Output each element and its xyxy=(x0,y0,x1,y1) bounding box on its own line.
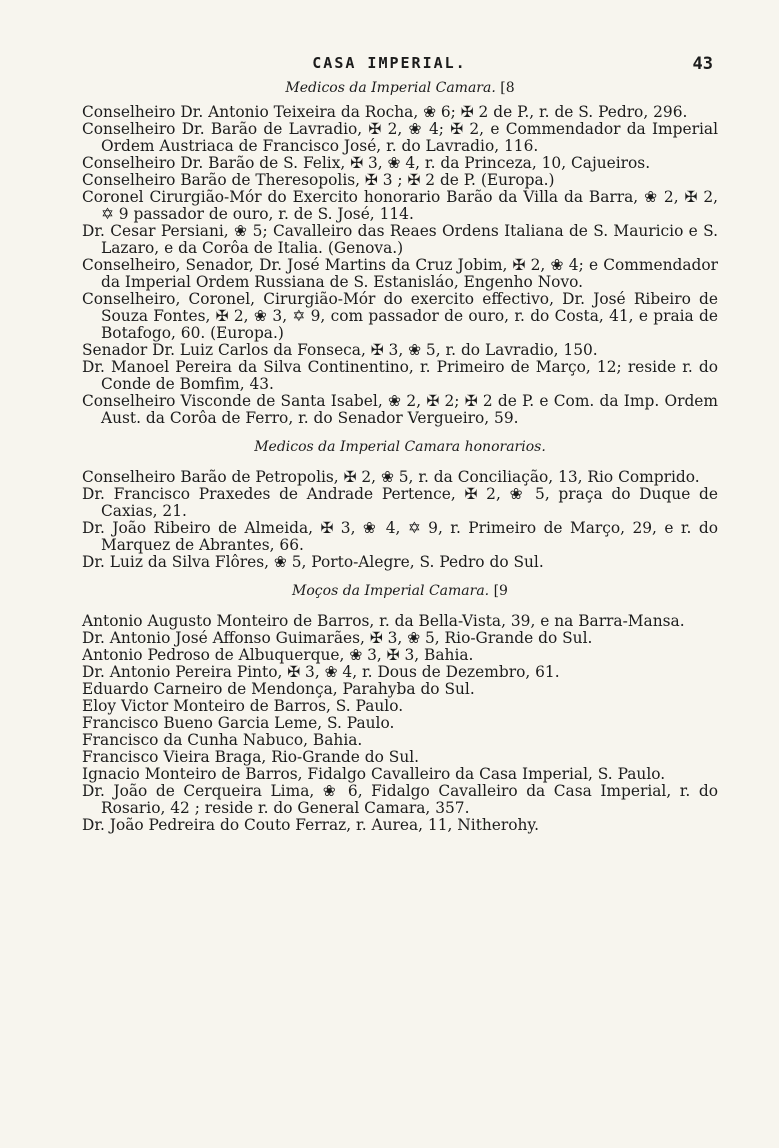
section-ref: [9 xyxy=(489,583,508,599)
entry: Eloy Victor Monteiro de Barros, S. Paulo. xyxy=(82,697,404,715)
entry: Dr. João de Cerqueira Lima, ❀ 6, Fidalgo Cavalleiro da Casa Imperial, r. do Rosario, 42 ; reside r. do General Camara, 357. xyxy=(82,782,718,817)
page-header xyxy=(0,50,779,80)
entry: Dr. João Pedreira do Couto Ferraz, r. Aurea, 11, Nitherohy. xyxy=(82,816,539,834)
page-number: 43 xyxy=(692,54,713,74)
entry: Coronel Cirurgião-Mór do Exercito honorario Barão da Villa da Barra, ❀ 2, ✠ 2, ✡ 9 passador de ouro, r. de S. José, 114. xyxy=(82,188,718,223)
entry: Francisco da Cunha Nabuco, Bahia. xyxy=(82,731,363,749)
entry: Dr. Francisco Praxedes de Andrade Pertence, ✠ 2, ❀ 5, praça do Duque de Caxias, 21. xyxy=(82,485,718,520)
entry: Conselheiro, Senador, Dr. José Martins da Cruz Jobim, ✠ 2, ❀ 4; e Commendador da Imperial Ordem Russiana de S. Estanisláo, Engenho Novo. xyxy=(82,256,718,291)
entry: Conselheiro Visconde de Santa Isabel, ❀ 2, ✠ 2; ✠ 2 de P. e Com. da Imp. Ordem Aust. da Corôa de Ferro, r. do Senador Vergueiro, 59. xyxy=(82,392,718,427)
entry: Ignacio Monteiro de Barros, Fidalgo Cavalleiro da Casa Imperial, S. Paulo. xyxy=(82,765,666,783)
section-ref: [8 xyxy=(495,80,515,96)
entry: Francisco Bueno Garcia Leme, S. Paulo. xyxy=(82,714,395,732)
entry: Conselheiro Barão de Petropolis, ✠ 2, ❀ 5, r. da Conciliação, 13, Rio Comprido. xyxy=(82,468,700,486)
entry: Eduardo Carneiro de Mendonça, Parahyba do Sul. xyxy=(82,680,475,698)
section-heading xyxy=(82,437,718,457)
section-medicos-honorarios xyxy=(82,437,718,571)
entry: Antonio Augusto Monteiro de Barros, r. da Bella-Vista, 39, e na Barra-Mansa. xyxy=(82,612,685,630)
section-medicos xyxy=(82,78,718,427)
section-heading-text: Medicos da Imperial Camara honorarios. xyxy=(254,439,546,455)
entry: Dr. Antonio Pereira Pinto, ✠ 3, ❀ 4, r. Dous de Dezembro, 61. xyxy=(82,663,560,681)
entry: Dr. Antonio José Affonso Guimarães, ✠ 3, ❀ 5, Rio-Grande do Sul. xyxy=(82,629,593,647)
entry: Conselheiro Barão de Theresopolis, ✠ 3 ; ✠ 2 de P. (Europa.) xyxy=(82,171,555,189)
section-heading-text: Medicos da Imperial Camara. xyxy=(285,80,496,96)
page-body xyxy=(82,78,718,834)
entry: Dr. Luiz da Silva Flôres, ❀ 5, Porto-Alegre, S. Pedro do Sul. xyxy=(82,553,544,571)
section-heading xyxy=(82,581,718,601)
entry: Dr. Cesar Persiani, ❀ 5; Cavalleiro das Reaes Ordens Italiana de S. Mauricio e S. Lazaro, e da Corôa de Italia. (Genova.) xyxy=(82,222,718,257)
entry: Conselheiro Dr. Barão de S. Felix, ✠ 3, ❀ 4, r. da Princeza, 10, Cajueiros. xyxy=(82,154,651,172)
entry: Senador Dr. Luiz Carlos da Fonseca, ✠ 3, ❀ 5, r. do Lavradio, 150. xyxy=(82,341,598,359)
entry: Conselheiro, Coronel, Cirurgião-Mór do exercito effectivo, Dr. José Ribeiro de Souza Fontes, ✠ 2, ❀ 3, ✡ 9, com passador de ouro, r. do Costa, 41, e praia de Botafogo, 60. (Europa.) xyxy=(82,290,718,342)
entry: Dr. Manoel Pereira da Silva Continentino, r. Primeiro de Março, 12; reside r. do Conde de Bomfim, 43. xyxy=(82,358,718,393)
section-mocos xyxy=(82,581,718,834)
section-heading xyxy=(82,78,718,98)
entry: Francisco Vieira Braga, Rio-Grande do Sul. xyxy=(82,748,420,766)
entry: Conselheiro Dr. Barão de Lavradio, ✠ 2, ❀ 4; ✠ 2, e Commendador da Imperial Ordem Austriaca de Francisco José, r. do Lavradio, 116. xyxy=(82,120,718,155)
entry: Dr. João Ribeiro de Almeida, ✠ 3, ❀ 4, ✡ 9, r. Primeiro de Março, 29, e r. do Marquez de Abrantes, 66. xyxy=(82,519,718,554)
running-title: CASA IMPERIAL. xyxy=(312,54,467,72)
entry: Conselheiro Dr. Antonio Teixeira da Rocha, ❀ 6; ✠ 2 de P., r. de S. Pedro, 296. xyxy=(82,103,688,121)
section-heading-text: Moços da Imperial Camara. xyxy=(292,583,490,599)
entry: Antonio Pedroso de Albuquerque, ❀ 3, ✠ 3, Bahia. xyxy=(82,646,474,664)
